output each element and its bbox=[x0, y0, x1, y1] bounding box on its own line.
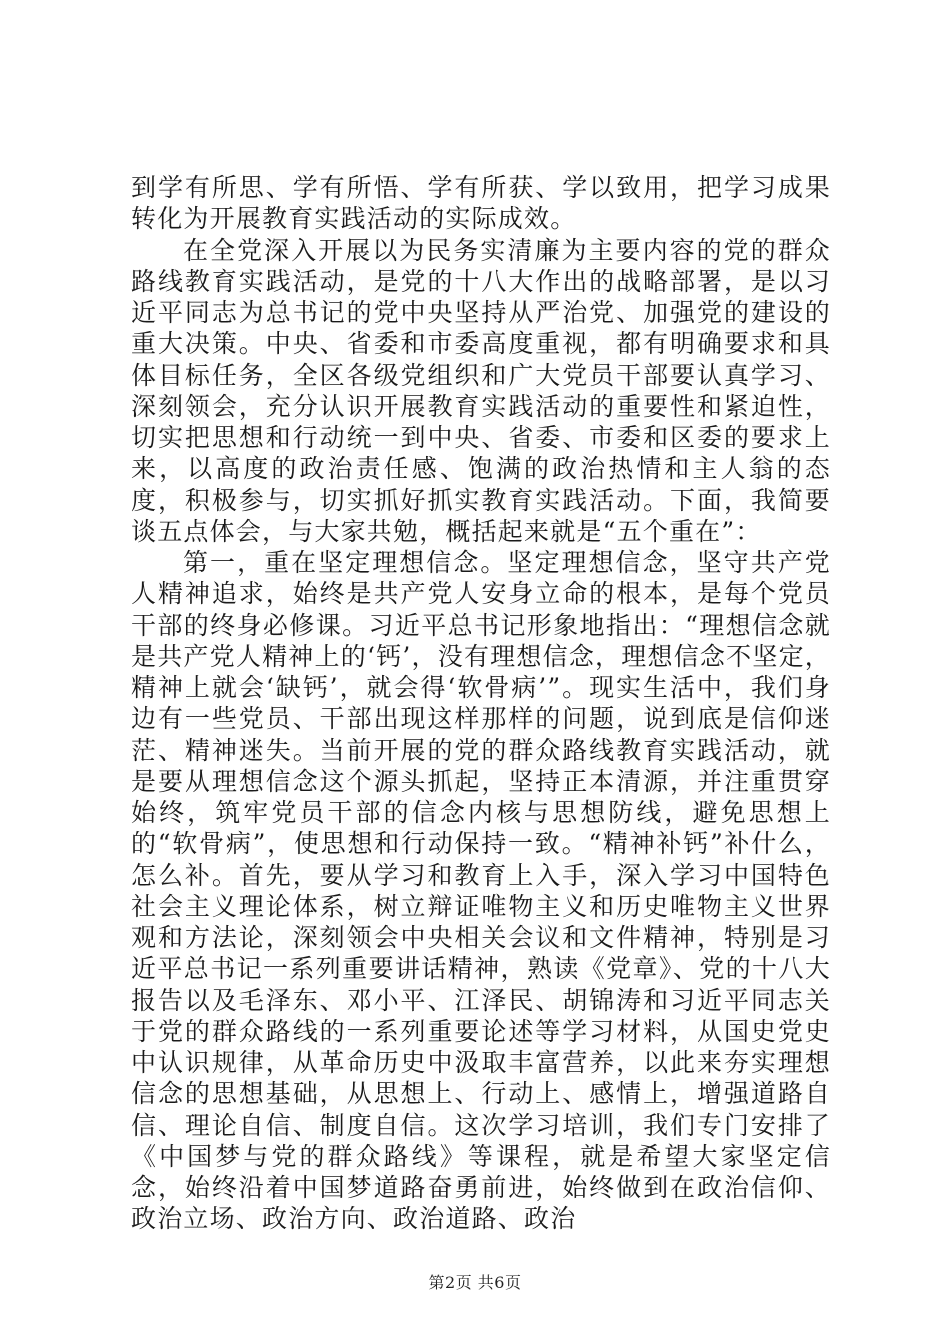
paragraph-intro: 在全党深入开展以为民务实清廉为主要内容的党的群众路线教育实践活动，是党的十八大作出的战略部署，是以习近平同志为总书记的党中央坚持从严治党、加强党的建设的重大决策。中央、省委和市委高度重视，都有明确要求和具体目标任务，全区各级党组织和广大党员干部要认真学习、深刻领会，充分认识开展教育实践活动的重要性和紧迫性，切实把思想和行动统一到中央、省委、市委和区委的要求上来，以高度的政治责任感、饱满的政治热情和主人翁的态度，积极参与，切实抓好抓实教育实践活动。下面，我简要谈五点体会，与大家共勉，概括起来就是“五个重在”： bbox=[131, 235, 831, 546]
page-footer: 第2页 共6页 bbox=[428, 1273, 522, 1292]
document-body bbox=[131, 172, 831, 1235]
paragraph-continuation: 到学有所思、学有所悟、学有所获、学以致用，把学习成果转化为开展教育实践活动的实际成效。 bbox=[131, 173, 831, 234]
paragraph-first-point: 第一，重在坚定理想信念。坚定理想信念，坚守共产党人精神追求，始终是共产党人安身立命的根本，是每个党员干部的终身必修课。习近平总书记形象地指出：“理想信念就是共产党人精神上的‘钙’，没有理想信念，理想信念不坚定，精神上就会‘缺钙’，就会得‘软骨病’”。现实生活中，我们身边有一些党员、干部出现这样那样的问题，说到底是信仰迷茫、精神迷失。当前开展的党的群众路线教育实践活动，就是要从理想信念这个源头抓起，坚持正本清源，并注重贯穿始终，筑牢党员干部的信念内核与思想防线，避免思想上的“软骨病”，使思想和行动保持一致。“精神补钙”补什么，怎么补。首先，要从学习和教育上入手，深入学习中国特色社会主义理论体系，树立辩证唯物主义和历史唯物主义世界观和方法论，深刻领会中央相关会议和文件精神，特别是习近平总书记一系列重要讲话精神，熟读《党章》、党的十八大报告以及毛泽东、邓小平、江泽民、胡锦涛和习近平同志关于党的群众路线的一系列重要论述等学习材料，从国史党史中认识规律，从革命历史中汲取丰富营养，以此来夯实理想信念的思想基础，从思想上、行动上、感情上，增强道路自信、理论自信、制度自信。这次学习培训，我们专门安排了《中国梦与党的群众路线》等课程，就是希望大家坚定信念，始终沿着中国梦道路奋勇前进，始终做到在政治信仰、政治立场、政治方向、政治道路、政治 bbox=[131, 548, 831, 1234]
